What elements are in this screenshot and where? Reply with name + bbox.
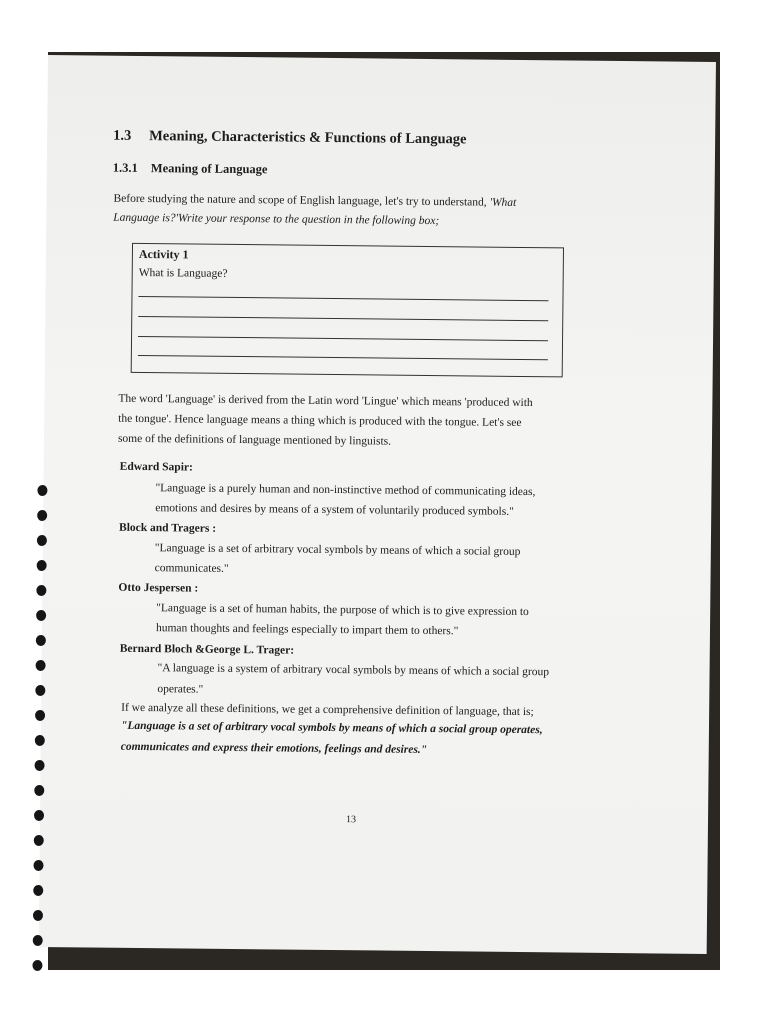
definition-line: "Language is a set of human habits, the purpose of which is to give expression to	[156, 602, 529, 619]
subsection-title: Meaning of Language	[150, 161, 268, 177]
activity-title: Activity 1	[138, 246, 189, 262]
answer-line[interactable]	[138, 336, 548, 341]
answer-line[interactable]	[138, 316, 548, 321]
intro-question-start: 'What	[489, 196, 517, 209]
definition-author: Edward Sapir:	[119, 460, 193, 474]
answer-line[interactable]	[138, 355, 548, 360]
spiral-binding-holes	[32, 485, 49, 985]
definition-author: Bernard Bloch &George L. Trager:	[119, 642, 295, 657]
section-number: 1.3	[113, 127, 132, 144]
binding-hole	[33, 935, 43, 946]
binding-hole	[35, 760, 45, 771]
binding-hole	[37, 535, 47, 546]
definition-line: emotions and desires by means of a system of voluntarily produced symbols."	[155, 502, 514, 518]
binding-hole	[36, 585, 46, 596]
derivation-line-1: The word 'Language' is derived from the Latin word 'Lingue' which means 'produced with	[118, 392, 533, 410]
binding-hole	[34, 785, 44, 796]
activity-question: What is Language?	[138, 266, 228, 280]
binding-hole	[36, 635, 46, 646]
definition-author: Otto Jespersen :	[118, 581, 199, 595]
activity-box	[131, 243, 564, 378]
conclusion-line-1: If we analyze all these definitions, we get a comprehensive definition of language, that is;	[121, 701, 534, 719]
binding-hole	[34, 810, 44, 821]
conclusion-definition-line-1: "Language is a set of arbitrary vocal symbols by means of which a social group operates,	[120, 719, 543, 737]
conclusion-definition-line-2: communicates and express their emotions, feelings and desires."	[120, 740, 428, 757]
document-page	[39, 55, 716, 954]
binding-hole	[33, 910, 43, 921]
binding-hole	[35, 735, 45, 746]
derivation-line-2: the tongue'. Hence language means a thing which is produced with the tongue. Let's see	[118, 412, 522, 429]
definition-line: "Language is a purely human and non-instinctive method of communicating ideas,	[155, 482, 536, 499]
definition-line: operates."	[157, 683, 204, 696]
binding-hole	[33, 885, 43, 896]
definition-line: "A language is a system of arbitrary vocal symbols by means of which a social group	[157, 662, 550, 679]
definition-line: human thoughts and feelings especially to impart them to others."	[155, 622, 459, 638]
binding-hole	[35, 710, 45, 721]
binding-hole	[33, 860, 43, 871]
section-title: Meaning, Characteristics & Functions of Language	[149, 128, 467, 148]
binding-hole	[34, 835, 44, 846]
page-number: 13	[345, 814, 357, 826]
definition-line: "Language is a set of arbitrary vocal symbols by means of which a social group	[154, 542, 521, 558]
intro-text: Before studying the nature and scope of English language, let's try to understand,	[113, 192, 490, 209]
binding-hole	[36, 660, 46, 671]
binding-hole	[32, 960, 42, 971]
binding-hole	[37, 560, 47, 571]
definition-author: Block and Tragers :	[118, 521, 217, 535]
intro-line-2: Language is?'Write your response to the question in the following box;	[113, 211, 440, 228]
binding-hole	[35, 685, 45, 696]
answer-line[interactable]	[138, 296, 548, 301]
binding-hole	[36, 610, 46, 621]
definition-line: communicates."	[154, 562, 229, 575]
binding-hole	[37, 510, 47, 521]
binding-hole	[37, 485, 47, 496]
subsection-number: 1.3.1	[112, 160, 138, 175]
derivation-line-3: some of the definitions of language mentioned by linguists.	[117, 432, 392, 448]
